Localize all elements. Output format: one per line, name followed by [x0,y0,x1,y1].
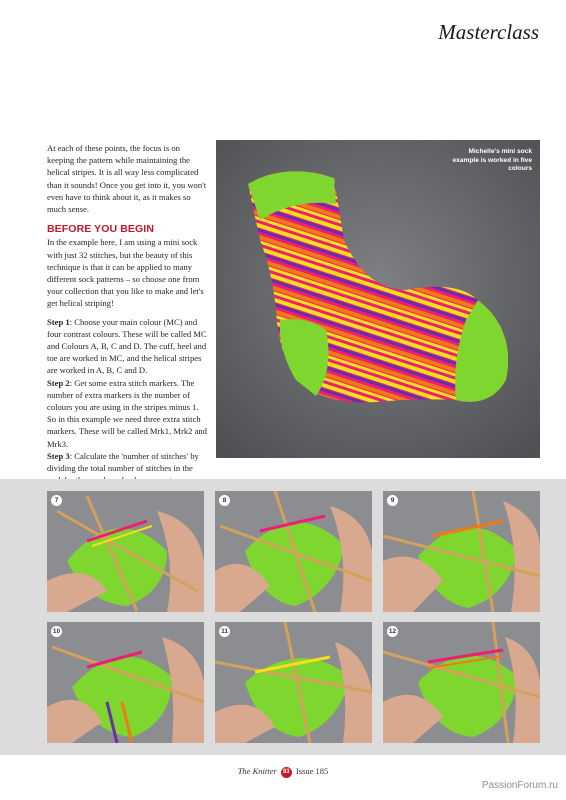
magazine-title: The Knitter [237,766,277,776]
step-number: 9 [387,495,398,506]
photo-caption: Michelle's mini sock example is worked in five colours [452,148,532,173]
page-footer [0,766,566,778]
step-photo-image [47,491,204,612]
hero-photo [216,140,540,458]
step-photo [215,622,372,743]
issue-number: Issue 185 [295,766,329,776]
step-1-text: : Choose your main colour (MC) and four contrast colours. These will be called MC and Colours A, B, C and D. The cuff, heel and toe are worked in MC, and the helical stripes are worked in A, B, C and D. [47,316,207,376]
page-number: 83 [281,767,292,778]
article-column [47,142,207,487]
step-2-text: : Get some extra stitch markers. The number of extra markers is the number of colours you are using in the stripes minus 1. So in this example we need three extra stitch markers. These will be called Mrk1, Mrk2 and Mrk3. [47,377,207,449]
watermark: PassionForum.ru [481,780,558,791]
step-3-label: Step 3 [47,450,70,461]
step-1 [47,316,207,377]
step-photo-image [215,491,372,612]
step-photo-image [383,491,540,612]
step-photo [215,491,372,612]
step-2 [47,377,207,450]
body-paragraph: In the example here, I am using a mini sock with just 32 stitches, but the beauty of this technique is that it can be applied to many different sock patterns – so choose one from your collection that you like to make and let's get helical striping! [47,237,204,309]
step-number: 12 [388,628,397,635]
sock-illustration [216,140,540,458]
section-heading: BEFORE YOU BEGIN [47,223,155,236]
step-photo-image [47,622,204,743]
step-photo [47,491,204,612]
step-number: 8 [219,495,230,506]
intro-paragraph: At each of these points, the focus is on keeping the pattern while maintaining the helical stripes. It is all way less complicated than it sounds! Once you get into it, you won't even have to think about it, as it makes so much sense. [47,143,207,215]
step-photo-image [383,622,540,743]
step-photo-image [215,622,372,743]
step-1-label: Step 1 [47,316,70,327]
step-number: 7 [51,495,62,506]
step-2-label: Step 2 [47,377,70,388]
step-3-text: : Calculate the 'number of stitches' by dividing the total number of stitches in the [47,450,199,474]
section-title: Masterclass [438,20,539,44]
step-number: 11 [219,626,230,637]
step-number: 10 [52,628,61,635]
step-photo [383,622,540,743]
step-photo [383,491,540,612]
step-photo [47,622,204,743]
